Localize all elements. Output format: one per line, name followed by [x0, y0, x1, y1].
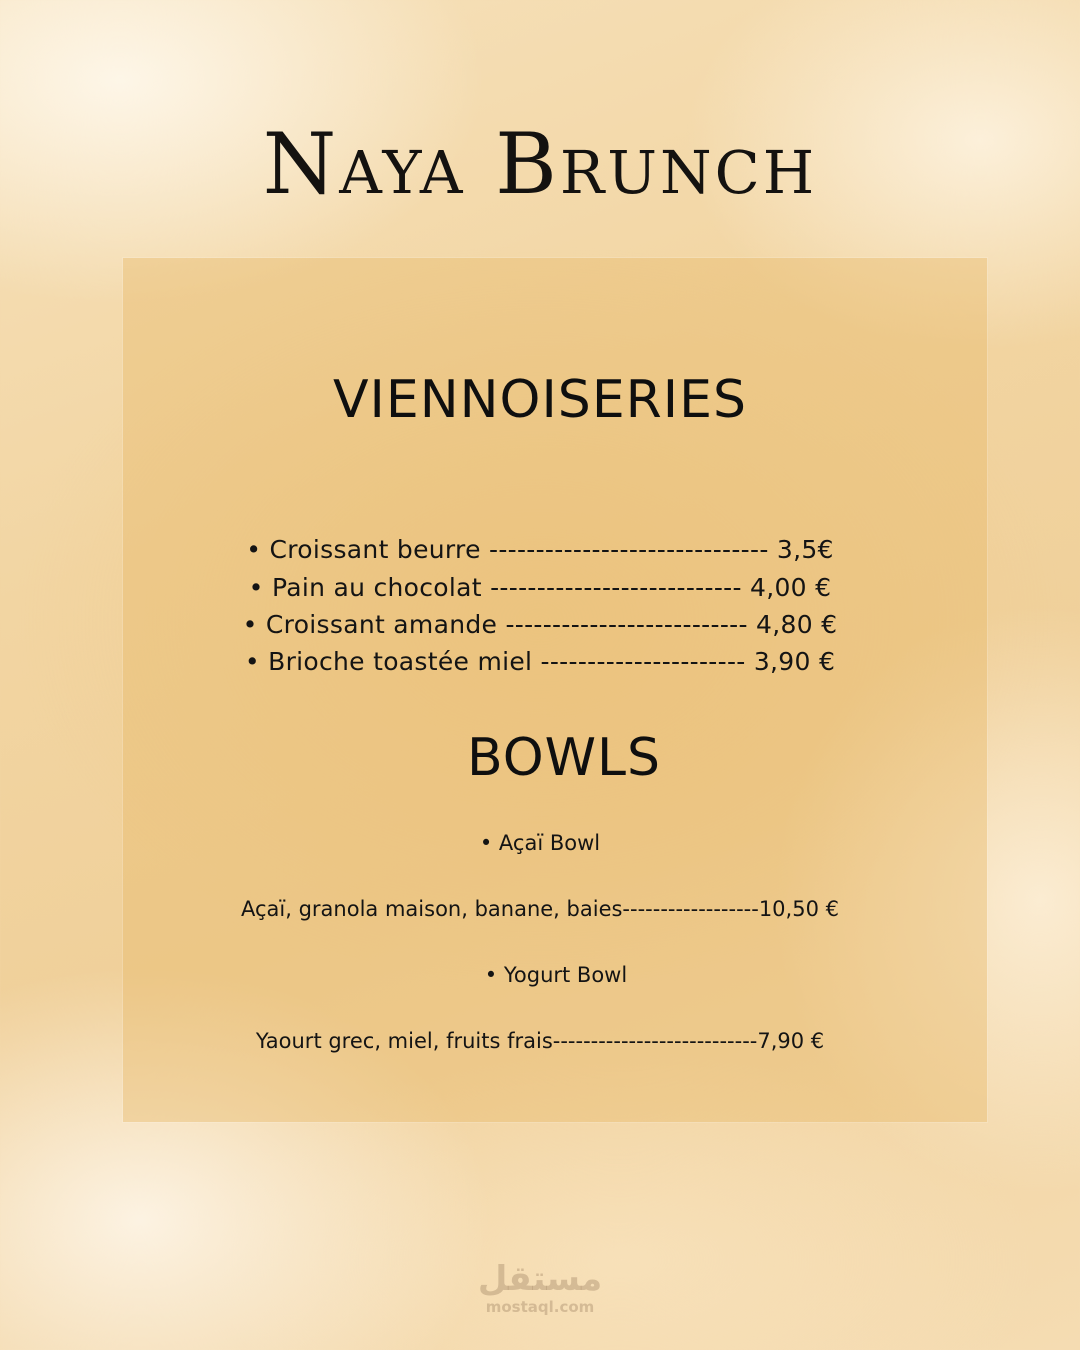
section-heading-viennoiseries: VIENNOISERIES: [332, 370, 748, 430]
bowl-name-acai: • Açaï Bowl: [479, 831, 601, 855]
menu-item-croissant-beurre: • Croissant beurre ------------------------------ 3,5€: [246, 535, 834, 564]
watermark-domain: mostaql.com: [485, 1298, 595, 1316]
menu-item-brioche-toastee-miel: • Brioche toastée miel ---------------------- 3,90 €: [244, 647, 836, 676]
watermark-arabic-text: مستقل: [477, 1259, 603, 1299]
bowl-name-yogurt: • Yogurt Bowl: [484, 963, 628, 987]
watermark-logo: [470, 1259, 610, 1316]
bowl-description-yogurt: Yaourt grec, miel, fruits frais---------------------------7,90 €: [255, 1029, 825, 1053]
menu-title: Naya Brunch: [262, 115, 818, 213]
section-heading-bowls: BOWLS: [466, 728, 662, 788]
menu-item-croissant-amande: • Croissant amande -------------------------- 4,80 €: [242, 610, 838, 639]
bowl-description-acai: Açaï, granola maison, banane, baies------------------10,50 €: [241, 897, 839, 921]
menu-item-pain-au-chocolat: • Pain au chocolat --------------------------- 4,00 €: [248, 573, 832, 602]
